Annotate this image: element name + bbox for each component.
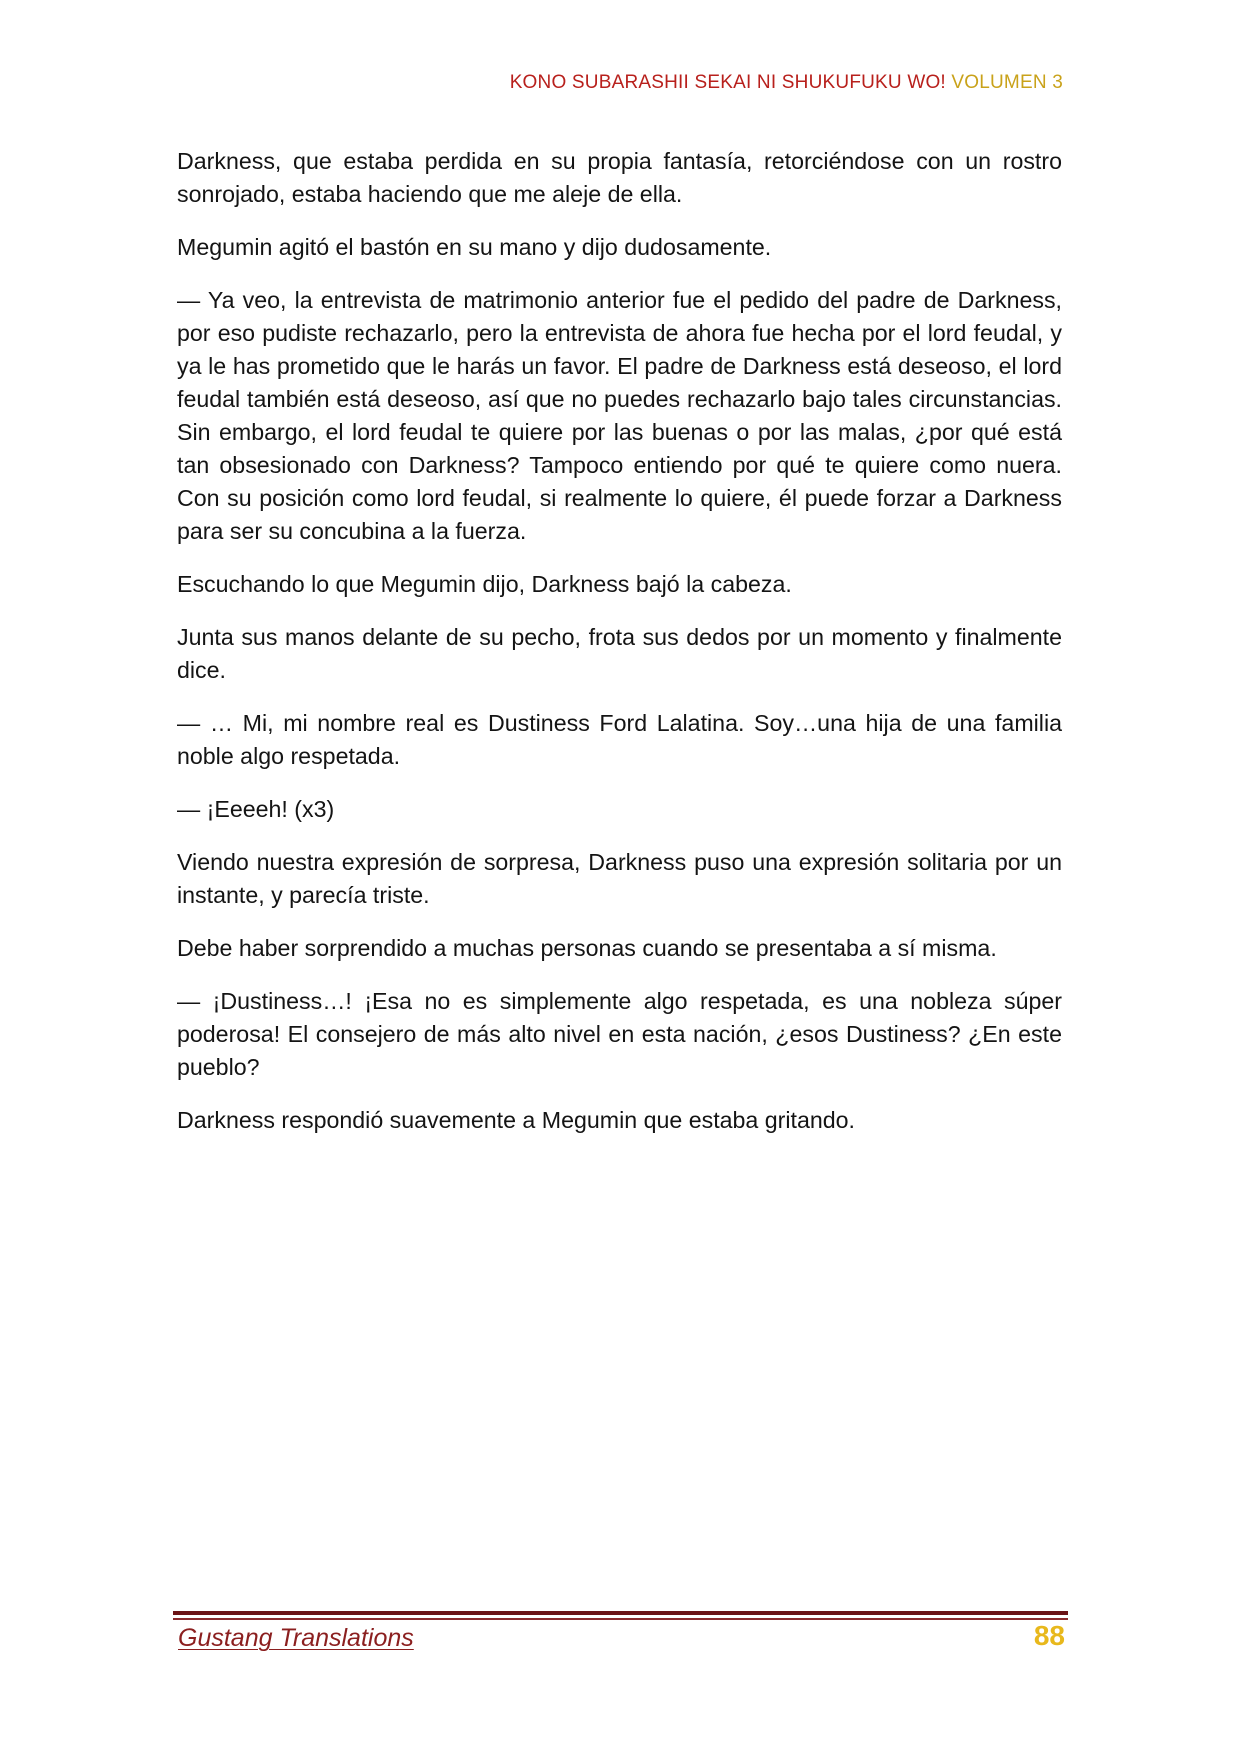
paragraph: — … Mi, mi nombre real es Dustiness Ford Lalatina. Soy…una hija de una familia noble algo respetada. — [177, 710, 1062, 769]
paragraph: Darkness, que estaba perdida en su propia fantasía, retorciéndose con un rostro sonrojado, estaba haciendo que me aleje de ella. — [177, 148, 1062, 207]
paragraph: Darkness respondió suavemente a Megumin que estaba gritando. — [177, 1107, 855, 1133]
paragraph: Junta sus manos delante de su pecho, frota sus dedos por un momento y finalmente dice. — [177, 624, 1062, 683]
paragraph: Escuchando lo que Megumin dijo, Darkness bajó la cabeza. — [177, 571, 792, 597]
running-header — [510, 72, 1063, 94]
header-volume: VOLUMEN 3 — [951, 72, 1063, 93]
footer-divider-thin — [173, 1618, 1068, 1620]
paragraph: Megumin agitó el bastón en su mano y dijo dudosamente. — [177, 234, 772, 260]
header-series-title: KONO SUBARASHII SEKAI NI SHUKUFUKU WO! — [509, 72, 952, 93]
page-number: 88 — [1033, 1620, 1065, 1651]
body-text — [177, 145, 1062, 1157]
footer-credit: Gustang Translations — [178, 1624, 414, 1652]
paragraph: Debe haber sorprendido a muchas personas cuando se presentaba a sí misma. — [177, 935, 997, 961]
paragraph: — ¡Eeeeh! (x3) — [177, 796, 335, 822]
paragraph: Viendo nuestra expresión de sorpresa, Darkness puso una expresión solitaria por un instante, y parecía triste. — [177, 849, 1062, 908]
footer-divider — [173, 1611, 1068, 1615]
paragraph: — Ya veo, la entrevista de matrimonio anterior fue el pedido del padre de Darkness, por eso pudiste rechazarlo, pero la entrevista de ahora fue hecha por el lord feudal, y ya le has prometido que le harás un favor. El padre de Darkness está deseoso, el lord feudal también está deseoso, así que no puedes rechazarlo bajo tales circunstancias. Sin embargo, el lord feudal te quiere por las buenas o por las malas, ¿por qué está tan obsesionado con Darkness? Tampoco entiendo por qué te quiere como nuera. Con su posición como lord feudal, si realmente lo quiere, él puede forzar a Darkness para ser su concubina a la fuerza. — [177, 287, 1062, 544]
paragraph: — ¡Dustiness…! ¡Esa no es simplemente algo respetada, es una nobleza súper poderosa! El consejero de más alto nivel en esta nación, ¿esos Dustiness? ¿En este pueblo? — [177, 988, 1062, 1080]
